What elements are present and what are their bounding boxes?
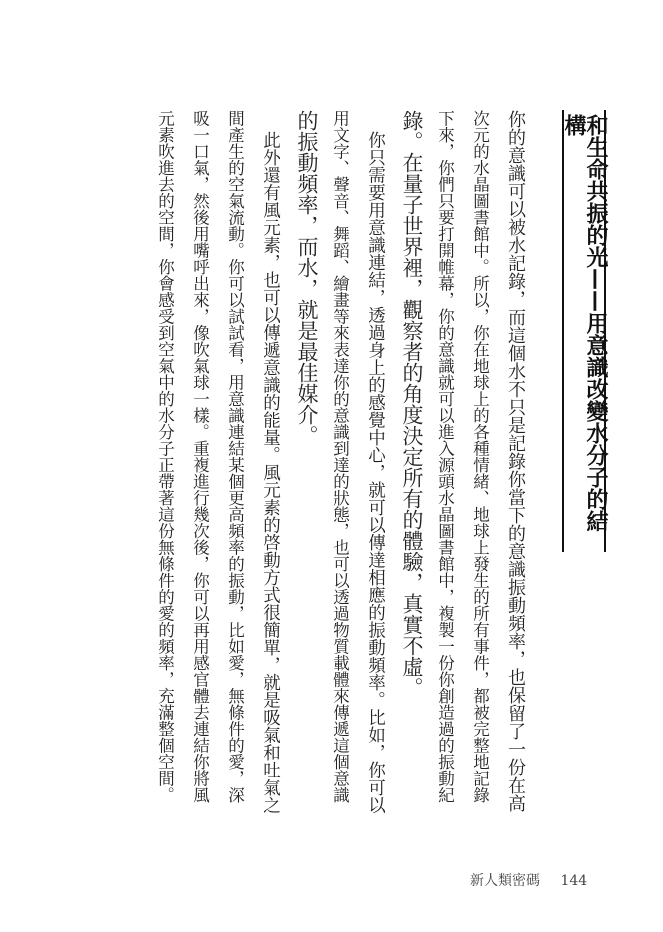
text-line-1: 你的意識可以被水記錄，而這個水不只是記錄你當下的意識振動頻率，也保留了一份在高 <box>505 110 526 812</box>
text-line-7: 的振動頻率，而水，就是最佳媒介。 <box>295 110 319 446</box>
page-number: 144 <box>560 873 588 889</box>
text-line-3: 下來，你們只要打開帷幕，你的意識就可以進入源頭水晶圖書館中，複製一份你創造過的振動紀 <box>435 110 455 803</box>
page-footer <box>470 870 587 890</box>
text-line-5: 你只需要用意識連結，透過身上的感覺中心，就可以傳達相應的振動頻率。比如，你可以 <box>365 131 386 814</box>
text-line-2: 次元的水晶圖書館中。所以，你在地球上的各種情緒、地球上發生的所有事件，都被完整地記錄 <box>470 110 490 803</box>
section-title-text: 和生命共振的光——用意識改變水分子的結構 <box>561 114 608 532</box>
text-line-10: 吸一口氣，然後用嘴呼出來，像吹氣球一樣。重複進行幾次後，你可以再用感官體去連結你將風 <box>190 110 210 803</box>
section-title <box>562 110 606 552</box>
text-line-6: 用文字、聲音、舞蹈、繪畫等來表達你的意識到達的狀態，也可以透過物質載體來傳遞這個意識 <box>330 110 350 803</box>
text-line-9: 間產生的空氣流動。你可以試試看，用意識連結某個更高頻率的振動，比如愛，無條件的愛，深 <box>225 110 245 803</box>
text-line-8: 此外還有風元素，也可以傳遞意識的能量。風元素的啓動方式很簡單，就是吸氣和吐氣之 <box>260 131 281 814</box>
text-line-11: 元素吹進去的空間，你會感受到空氣中的水分子正帶著這份無條件的愛的頻率，充滿整個空間。 <box>155 110 175 803</box>
footer-book-title: 新人類密碼 <box>470 873 540 889</box>
text-line-4: 錄。在量子世界裡，觀察者的角度決定所有的體驗，真實不虛。 <box>400 110 424 698</box>
